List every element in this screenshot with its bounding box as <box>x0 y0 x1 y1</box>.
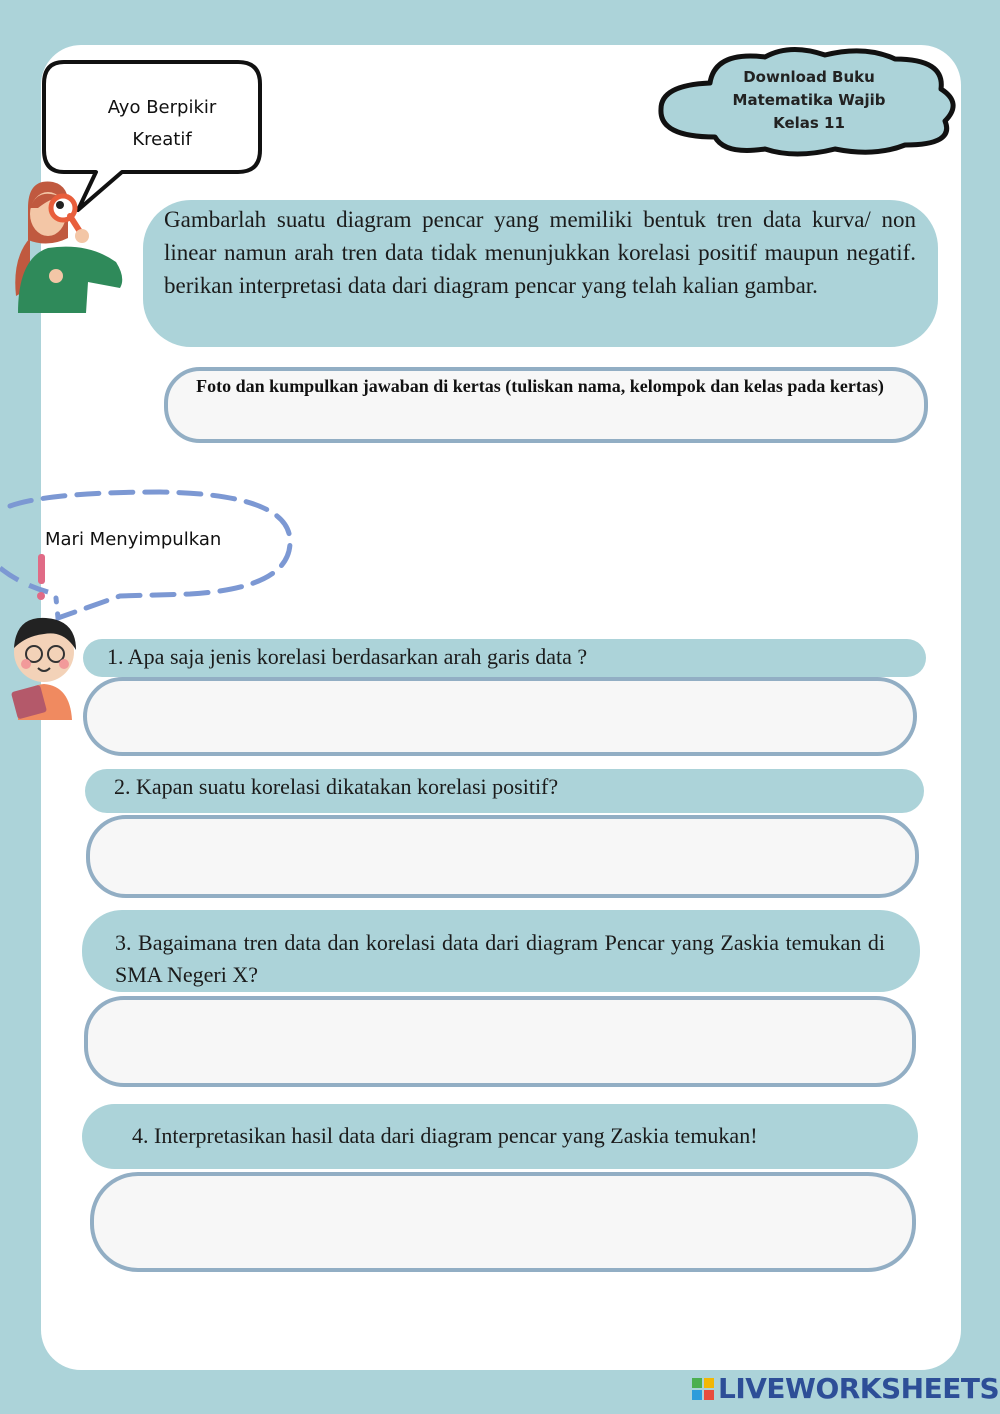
cloud-line3: Kelas 11 <box>773 114 845 132</box>
cloud-line2: Matematika Wajib <box>732 91 886 109</box>
student-illustration <box>4 610 84 720</box>
task-instruction: Gambarlah suatu diagram pencar yang memiliki bentuk tren data kurva/ non linear namun arah tren data tidak menunjukkan korelasi positif maupun negatif. berikan interpretasi data dari diagram pencar yang telah kalian gambar. <box>164 207 916 298</box>
question-2-text: 2. Kapan suatu korelasi dikatakan korelasi positif? <box>114 774 559 799</box>
think-bubble-line1: Ayo Berpikir <box>107 97 217 118</box>
teacher-magnifier-illustration <box>8 178 128 313</box>
question-4-text: 4. Interpretasikan hasil data dari diagram pencar yang Zaskia temukan! <box>132 1123 758 1148</box>
think-bubble-line2: Kreatif <box>132 129 192 150</box>
cloud-line1: Download Buku <box>743 68 875 86</box>
answer-3-input[interactable] <box>84 996 916 1087</box>
think-bubble-text <box>62 92 262 156</box>
answer-2-input[interactable] <box>86 815 919 898</box>
note-instruction: Foto dan kumpulkan jawaban di kertas (tuliskan nama, kelompok dan kelas pada kertas) <box>196 376 884 396</box>
liveworksheets-logo-icon <box>692 1378 714 1400</box>
conclusion-label: Mari Menyimpulkan <box>45 529 222 550</box>
question-1-text: 1. Apa saja jenis korelasi berdasarkan arah garis data ? <box>107 644 588 669</box>
liveworksheets-brand[interactable]: LIVEWORKSHEETS <box>718 1372 1000 1405</box>
dashed-speech-bubble-icon <box>0 488 300 628</box>
answer-1-input[interactable] <box>83 677 917 756</box>
question-3-text: 3. Bagaimana tren data dan korelasi data dari diagram Pencar yang Zaskia temukan di SMA Negeri X? <box>115 930 885 987</box>
answer-4-input[interactable] <box>90 1172 916 1272</box>
cloud-text <box>700 66 918 135</box>
think-bubble <box>42 58 262 173</box>
